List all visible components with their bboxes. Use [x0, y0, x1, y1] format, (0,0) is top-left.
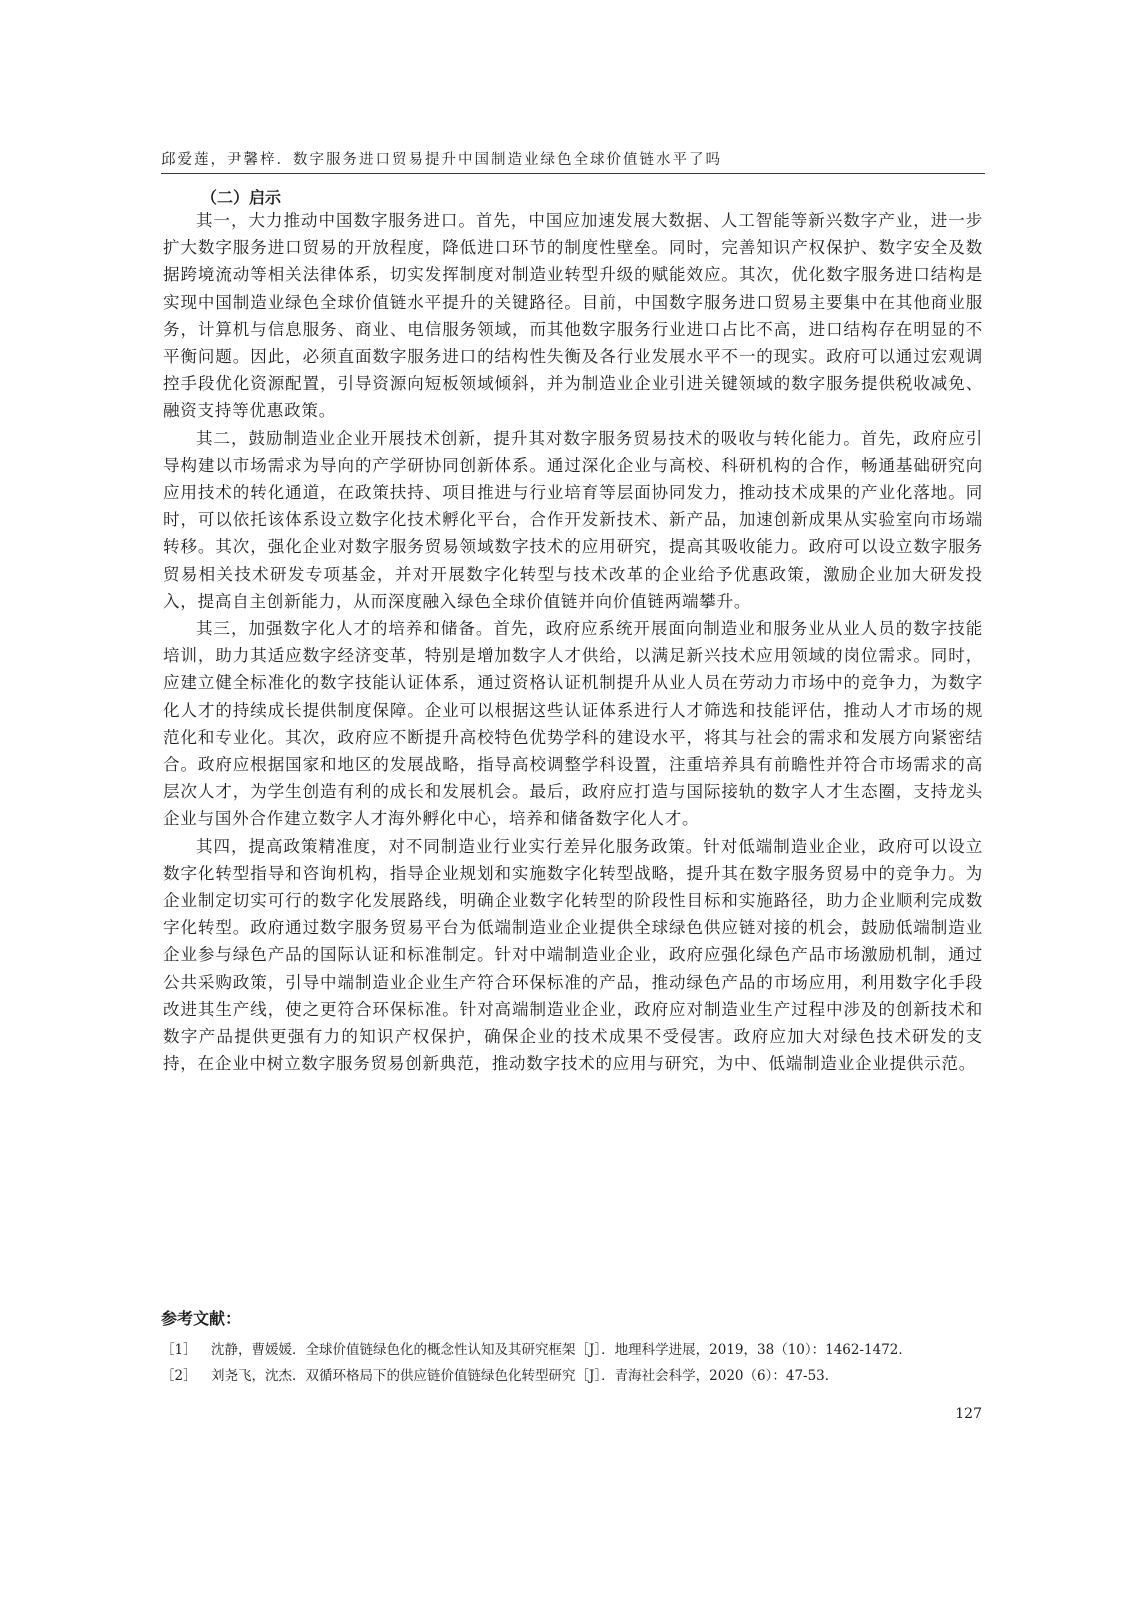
reference-text: 刘尧飞，沈杰．双循环格局下的供应链价值链绿色化转型研究［J］．青海社会科学，2020（6）：47-53．	[211, 1368, 839, 1384]
references-heading: 参考文献：	[161, 1309, 242, 1328]
reference-item	[161, 1338, 912, 1358]
paragraph-1: 其一，大力推动中国数字服务进口。首先，中国应加速发展大数据、人工智能等新兴数字产业，进一步扩大数字服务进口贸易的开放程度，降低进口环节的制度性壁垒。同时，完善知识产权保护、数字安全及数据跨境流动等相关法律体系，切实发挥制度对制造业转型升级的赋能效应。其次，优化数字服务进口结构是实现中国制造业绿色全球价值链水平提升的关键路径。目前，中国数字服务进口贸易主要集中在其他商业服务，计算机与信息服务、商业、电信服务领域，而其他数字服务行业进口占比不高，进口结构存在明显的不平衡问题。因此，必须直面数字服务进口的结构性失衡及各行业发展水平不一的现实。政府可以通过宏观调控手段优化资源配置，引导资源向短板领域倾斜，并为制造业企业引进关键领域的数字服务提供税收减免、融资支持等优惠政策。	[163, 211, 983, 421]
paragraph-2: 其二，鼓励制造业企业开展技术创新，提升其对数字服务贸易技术的吸收与转化能力。首先，政府应引导构建以市场需求为导向的产学研协同创新体系。通过深化企业与高校、科研机构的合作，畅通基础研究向应用技术的转化通道，在政策扶持、项目推进与行业培育等层面协同发力，推动技术成果的产业化落地。同时，可以依托该体系设立数字化技术孵化平台，合作开发新技术、新产品，加速创新成果从实验室向市场端转移。其次，强化企业对数字服务贸易领域数字技术的应用研究，提高其吸收能力。政府可以设立数字服务贸易相关技术研发专项基金，并对开展数字化转型与技术改革的企业给予优惠政策，激励企业加大研发投入，提高自主创新能力，从而深度融入绿色全球价值链并向价值链两端攀升。	[163, 428, 983, 611]
reference-number: ［1］	[161, 1342, 197, 1358]
paragraph-4: 其四，提高政策精准度，对不同制造业行业实行差异化服务政策。针对低端制造业企业，政府可以设立数字化转型指导和咨询机构，指导企业规划和实施数字化转型战略，提升其在数字服务贸易中的竞争力。为企业制定切实可行的数字化发展路线，明确企业数字化转型的阶段性目标和实施路径，助力企业顺利完成数字化转型。政府通过数字服务贸易平台为低端制造业企业提供全球绿色供应链对接的机会，鼓励低端制造业企业参与绿色产品的国际认证和标准制定。针对中端制造业企业，政府应强化绿色产品市场激励机制，通过公共采购政策，引导中端制造业企业生产符合环保标准的产品，推动绿色产品的市场应用，利用数字化手段改进其生产线，使之更符合环保标准。针对高端制造业企业，政府应对制造业生产过程中涉及的创新技术和数字产品提供更强有力的知识产权保护，确保企业的技术成果不受侵害。政府应加大对绿色技术研发的支持，在企业中树立数字服务贸易创新典范，推动数字技术的应用与研究，为中、低端制造业企业提供示范。	[163, 836, 983, 1074]
header-rule	[161, 173, 985, 174]
paragraph-3: 其三，加强数字化人才的培养和储备。首先，政府应系统开展面向制造业和服务业从业人员的数字技能培训，助力其适应数字经济变革，特别是增加数字人才供给，以满足新兴技术应用领域的岗位需求。同时，应建立健全标准化的数字技能认证体系，通过资格认证机制提升从业人员在劳动力市场中的竞争力，为数字化人才的持续成长提供制度保障。企业可以根据这些认证体系进行人才筛选和技能评估，推动人才市场的规范化和专业化。其次，政府应不断提升高校特色优势学科的建设水平，将其与社会的需求和发展方向紧密结合。政府应根据国家和地区的发展战略，指导高校调整学科设置，注重培养具有前瞻性并符合市场需求的高层次人才，为学生创造有利的成长和发展机会。最后，政府应打造与国际接轨的数字人才生态圈，支持龙头企业与国外合作建立数字人才海外孵化中心，培养和储备数字化人才。	[163, 619, 983, 829]
section-heading: （二）启示	[201, 188, 282, 207]
reference-item	[161, 1364, 838, 1384]
body-text	[163, 207, 983, 1078]
running-head: 邱爱莲，尹馨梓．数字服务进口贸易提升中国制造业绿色全球价值链水平了吗	[161, 152, 722, 168]
reference-text: 沈静，曹媛媛．全球价值链绿色化的概念性认知及其研究框架［J］．地理科学进展，2019，38（10）：1462-1472．	[211, 1342, 912, 1358]
reference-number: ［2］	[161, 1368, 197, 1384]
page-number: 127	[955, 1406, 982, 1422]
